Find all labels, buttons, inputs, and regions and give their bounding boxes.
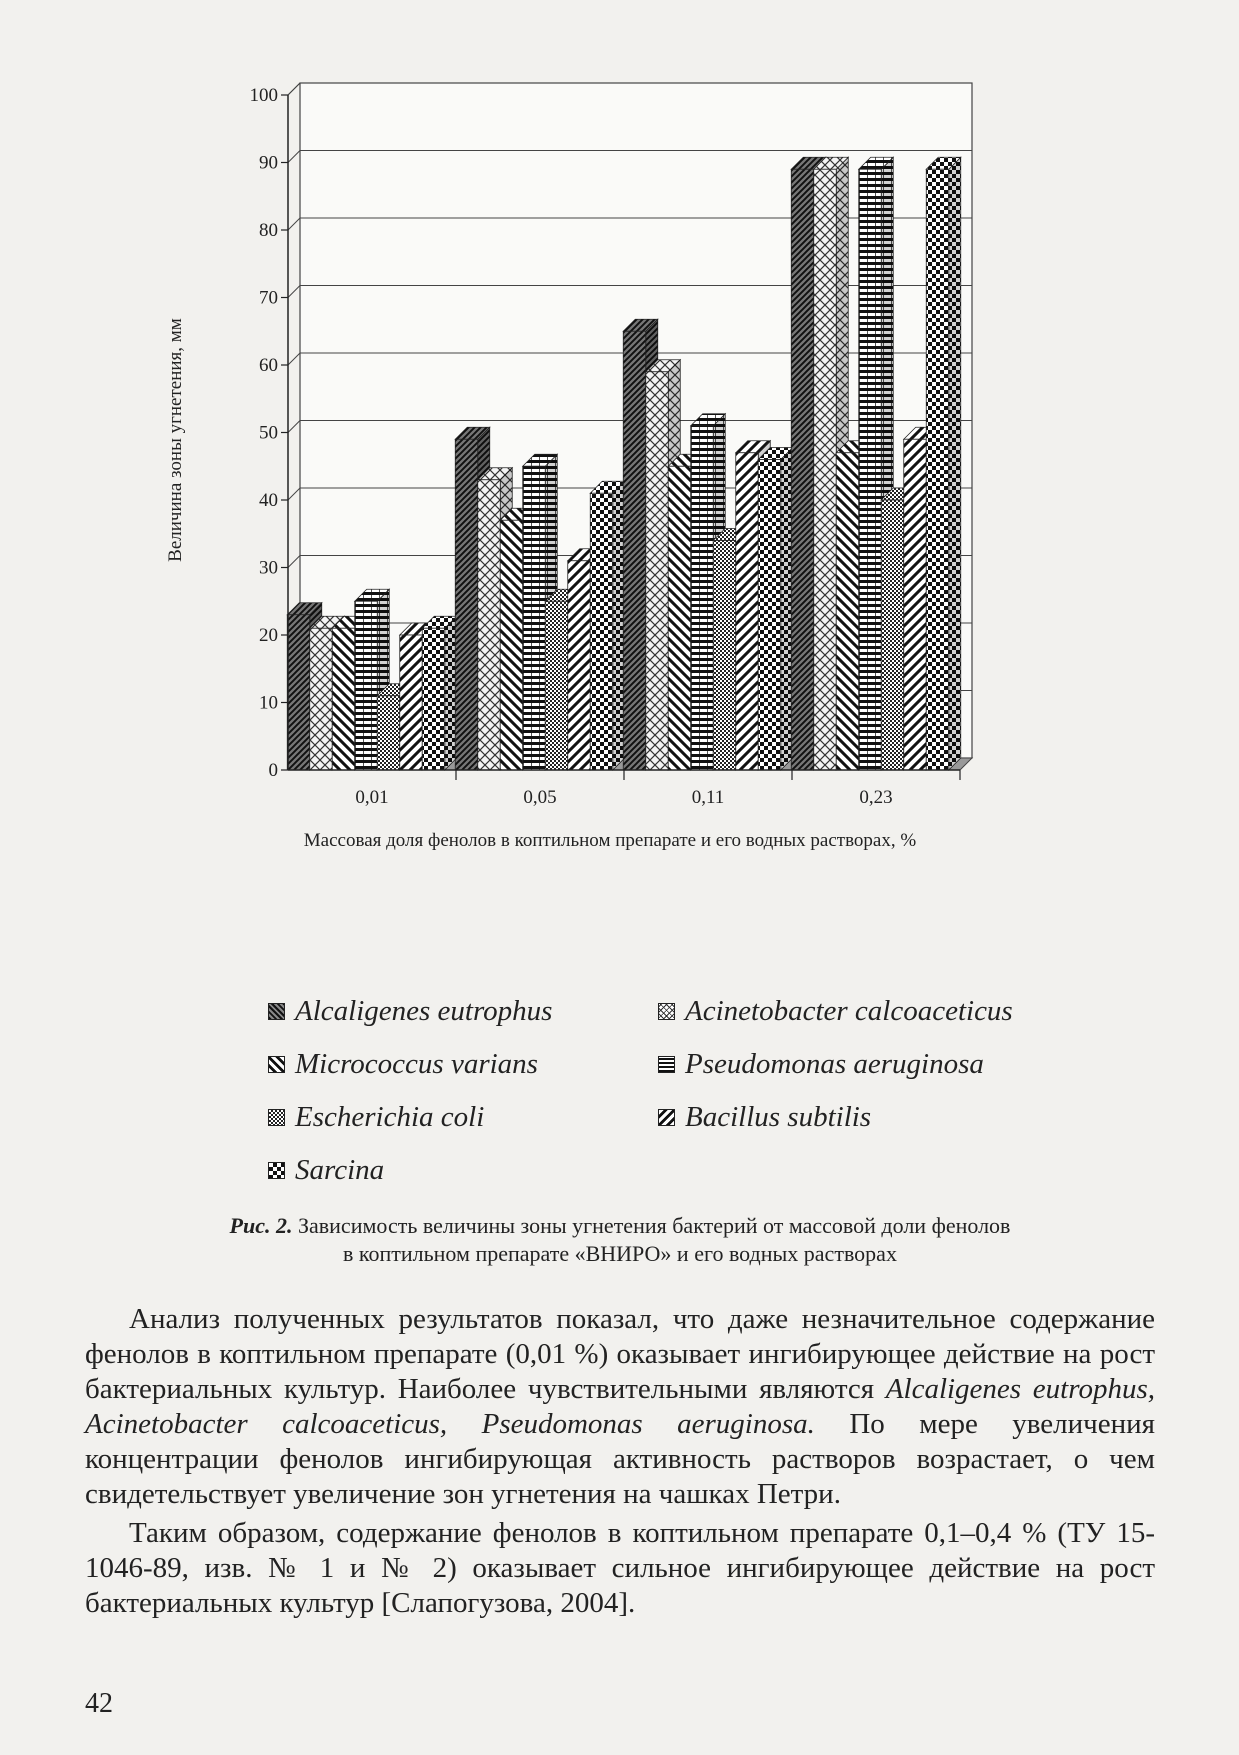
legend-item-escherichia bbox=[268, 1100, 658, 1134]
bar bbox=[926, 157, 961, 770]
y-tick-label: 50 bbox=[259, 422, 278, 444]
bar-front bbox=[926, 169, 949, 770]
bar-shade bbox=[949, 157, 961, 770]
gridline-side bbox=[288, 218, 300, 230]
bar-front bbox=[814, 169, 837, 770]
caption-line-1: Зависимость величины зоны угнетения бактерий от массовой доли фенолов bbox=[297, 1213, 1011, 1238]
bar-front bbox=[568, 561, 591, 770]
caption-line-2: в коптильном препарате «ВНИРО» и его водных растворах bbox=[343, 1241, 897, 1266]
gridline-side bbox=[288, 286, 300, 298]
legend-swatch bbox=[268, 1162, 285, 1179]
bar-front bbox=[523, 466, 546, 770]
x-tick-label: 0,23 bbox=[859, 787, 893, 808]
y-tick-label: 10 bbox=[259, 692, 278, 714]
legend-swatch bbox=[658, 1109, 675, 1126]
bar-front bbox=[668, 466, 691, 770]
bar-front bbox=[646, 372, 669, 770]
legend-label: Pseudomonas aeruginosa bbox=[685, 1047, 984, 1080]
legend-label: Bacillus subtilis bbox=[685, 1100, 872, 1133]
x-tick-label: 0,11 bbox=[691, 787, 725, 808]
body-text bbox=[85, 1302, 1155, 1621]
y-tick-label: 40 bbox=[259, 490, 278, 511]
figure-caption bbox=[100, 1212, 1140, 1268]
bar-front bbox=[377, 696, 400, 770]
legend-item-pseudomonas bbox=[658, 1047, 1078, 1081]
gridline-side bbox=[288, 488, 300, 500]
y-tick-label: 20 bbox=[259, 625, 278, 646]
legend-swatch bbox=[268, 1003, 285, 1020]
bar-front bbox=[500, 520, 523, 770]
legend-swatch bbox=[658, 1003, 675, 1020]
chart-legend bbox=[268, 994, 1088, 1194]
x-axis-title: Массовая доля фенолов в коптильном препарате и его водных растворах, % bbox=[303, 830, 917, 851]
y-tick-label: 100 bbox=[249, 85, 278, 106]
bar-front bbox=[691, 426, 714, 770]
bar-front bbox=[287, 615, 310, 770]
bar bbox=[758, 448, 793, 771]
bar-front bbox=[859, 169, 882, 770]
y-tick-label: 80 bbox=[259, 220, 278, 241]
gridline-side bbox=[288, 556, 300, 568]
legend-label: Micrococcus varians bbox=[295, 1047, 538, 1080]
chart-canvas bbox=[160, 70, 1120, 970]
bar-front bbox=[713, 541, 736, 771]
legend-label: Alcaligenes eutrophus bbox=[295, 994, 553, 1027]
bar-front bbox=[355, 601, 378, 770]
bar-front bbox=[623, 331, 646, 770]
bar-front bbox=[422, 628, 445, 770]
bar-front bbox=[455, 439, 478, 770]
legend-swatch bbox=[268, 1109, 285, 1126]
y-axis-title: Величина зоны угнетения, мм bbox=[165, 318, 186, 562]
gridline-side bbox=[288, 421, 300, 433]
legend-item-acinetobacter bbox=[658, 994, 1078, 1028]
bar-front bbox=[736, 453, 759, 770]
legend-label: Sarcina bbox=[295, 1153, 385, 1186]
bar-front bbox=[904, 439, 927, 770]
gridline-side bbox=[288, 83, 300, 95]
y-tick-label: 0 bbox=[268, 760, 278, 781]
bar-front bbox=[791, 169, 814, 770]
legend-swatch bbox=[658, 1056, 675, 1073]
gridline-side bbox=[288, 151, 300, 163]
bar-front bbox=[590, 493, 613, 770]
x-tick-label: 0,01 bbox=[355, 787, 389, 808]
x-tick-label: 0,05 bbox=[523, 787, 557, 808]
paragraph-1-end: По мере увеличения концентрации фенолов ингибирующая активность растворов возрастает, о чем свидетельствует увеличение зон угнетения на чашках Петри. bbox=[85, 1408, 1155, 1510]
gridline-side bbox=[288, 353, 300, 365]
page-number: 42 bbox=[85, 1688, 113, 1719]
y-tick-label: 70 bbox=[259, 287, 278, 309]
paragraph-1-species: Alcaligenes eutrophus, Acinetobacter calcoaceticus, Pseudomonas aeruginosa. bbox=[85, 1373, 1155, 1440]
legend-item-micrococcus bbox=[268, 1047, 658, 1081]
legend-item-bacillus bbox=[658, 1100, 1078, 1134]
bar bbox=[590, 481, 625, 770]
figure-label: Рис. 2. bbox=[229, 1213, 293, 1238]
y-tick-label: 60 bbox=[259, 355, 278, 376]
legend-item-alcaligenes bbox=[268, 994, 658, 1028]
legend-label: Acinetobacter calcoaceticus bbox=[685, 994, 1013, 1027]
bar-front bbox=[758, 460, 781, 771]
paragraph-1 bbox=[85, 1302, 1155, 1512]
bar-front bbox=[478, 480, 501, 770]
paragraph-1-start: Анализ полученных результатов показал, что даже незначительное содержание фенолов в коптильном препарате (0,01 %) оказывает ингибирующее действие на рост бактериальных культур. Наиболее чувствительными являются bbox=[85, 1303, 1155, 1405]
legend-swatch bbox=[268, 1056, 285, 1073]
bar-front bbox=[332, 628, 355, 770]
bar-chart bbox=[160, 70, 1120, 970]
bar-front bbox=[881, 500, 904, 770]
legend-label: Escherichia coli bbox=[295, 1100, 485, 1133]
bar bbox=[422, 616, 457, 770]
y-tick-label: 30 bbox=[259, 557, 278, 579]
bar-front bbox=[836, 453, 859, 770]
bar-front bbox=[310, 628, 333, 770]
paragraph-2: Таким образом, содержание фенолов в коптильном препарате 0,1–0,4 % (ТУ 15-1046-89, изв. № 1 и № 2) оказывает сильное ингибирующее действие на рост бактериальных культур [Слапогузова, 2004]. bbox=[85, 1517, 1155, 1619]
legend-item-sarcina bbox=[268, 1153, 658, 1187]
bar-front bbox=[545, 601, 568, 770]
bar-front bbox=[400, 635, 423, 770]
y-tick-label: 90 bbox=[259, 152, 278, 174]
